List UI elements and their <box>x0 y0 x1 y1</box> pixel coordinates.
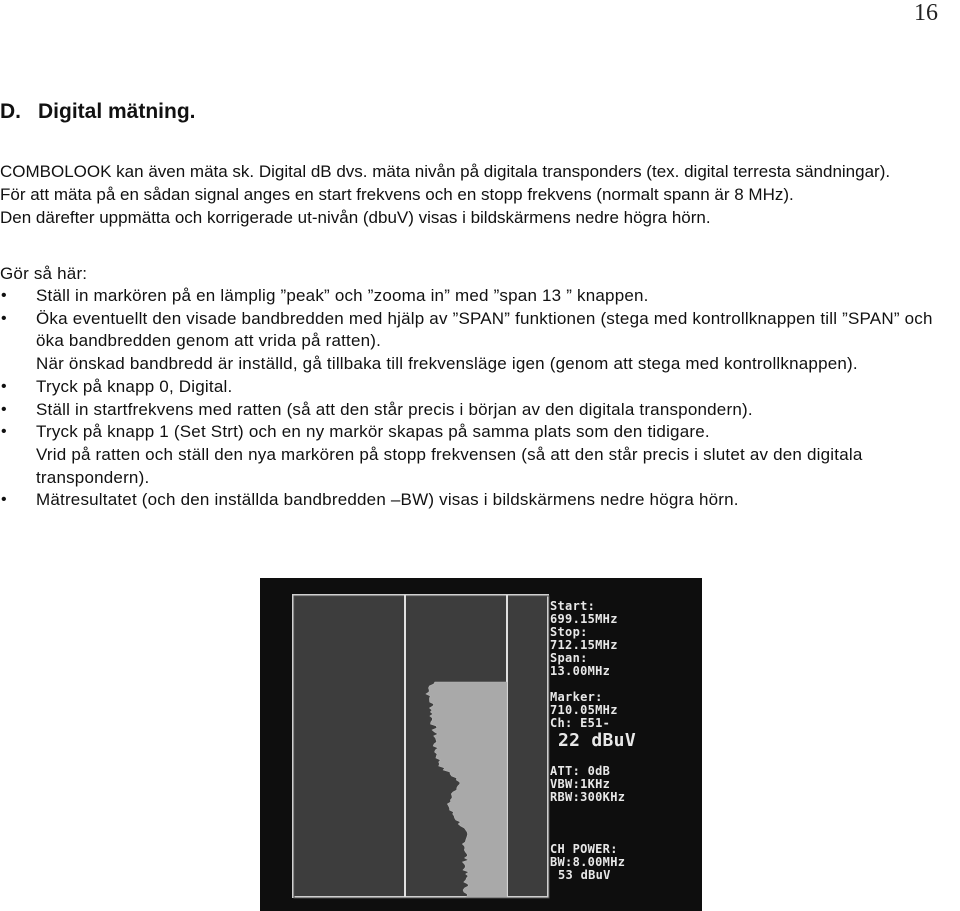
instruction-item <box>0 285 958 308</box>
section-heading <box>0 100 196 124</box>
instruction-item <box>0 421 958 444</box>
instruction-item <box>0 308 958 353</box>
marker-label: Marker: <box>550 690 603 704</box>
channel-power-label: CH POWER: <box>550 842 618 856</box>
analyzer-screenshot <box>260 578 702 911</box>
bullet-icon: • <box>1 400 7 418</box>
bullet-icon: • <box>1 491 7 509</box>
video-bandwidth: VBW:1KHz <box>550 777 611 791</box>
instruction-text: Vrid på ratten och ställ den nya markören på stopp frekvensen (så att den står precis i slutet av den digitala <box>36 444 863 464</box>
section-letter: D. <box>0 100 21 123</box>
intro-paragraph <box>0 160 958 229</box>
resolution-bandwidth: RBW:300KHz <box>550 790 626 804</box>
marker-frequency: 710.05MHz <box>550 703 618 717</box>
channel-bandwidth: BW:8.00MHz <box>550 855 626 869</box>
instruction-text: Tryck på knapp 1 (Set Strt) och en ny markör skapas på samma plats som den tidigare. <box>36 422 710 442</box>
span-label: Span: <box>550 651 588 665</box>
page-number: 16 <box>914 0 938 26</box>
channel-power-value: 53 dBuV <box>558 868 611 882</box>
intro-line: COMBOLOOK kan även mäta sk. Digital dB dvs. mäta nivån på digitala transponders (tex. digital terresta sändningar). <box>0 162 891 181</box>
instruction-text: När önskad bandbredd är inställd, gå tillbaka till frekvensläge igen (genom att stega med kontrollknappen). <box>36 354 858 374</box>
intro-line: Den därefter uppmätta och korrigerade ut-nivån (dbuV) visas i bildskärmens nedre högra hörn. <box>0 208 711 227</box>
instruction-text: öka bandbredden genom att vrida på ratten). <box>36 331 382 351</box>
stop-label: Stop: <box>550 625 588 639</box>
instruction-text: Ställ in markören på en lämplig ”peak” och ”zooma in” med ”span 13 ” knappen. <box>36 286 649 305</box>
marker-level: 22 dBuV <box>558 730 636 751</box>
bullet-icon: • <box>1 309 7 327</box>
stop-frequency: 712.15MHz <box>550 638 618 652</box>
start-label: Start: <box>550 599 596 613</box>
instruction-item <box>0 376 958 399</box>
instruction-item <box>0 444 958 489</box>
span-value: 13.00MHz <box>550 664 611 678</box>
instruction-item <box>0 399 958 422</box>
instruction-text: transpondern). <box>36 467 150 487</box>
intro-line: För att mäta på en sådan signal anges en start frekvens och en stopp frekvens (normalt spann är 8 MHz). <box>0 185 794 204</box>
instruction-item <box>0 489 958 512</box>
instruction-list <box>0 285 958 512</box>
section-title: Digital mätning. <box>38 100 196 123</box>
bullet-icon: • <box>1 287 7 304</box>
instruction-text: Tryck på knapp 0, Digital. <box>36 376 233 396</box>
instruction-item <box>0 353 958 376</box>
channel-label: Ch: E51- <box>550 716 611 730</box>
instruction-text: Öka eventuellt den visade bandbredden med hjälp av ”SPAN” funktionen (stega med kontrollknappen till ”SPAN” och <box>36 308 933 328</box>
instruction-text: Mätresultatet (och den inställda bandbredden –BW) visas i bildskärmens nedre högra hörn. <box>36 490 739 510</box>
bullet-icon: • <box>1 377 7 395</box>
instruction-text: Ställ in startfrekvens med ratten (så att den står precis i början av den digitala transpondern). <box>36 399 753 419</box>
attenuation: ATT: 0dB <box>550 764 611 778</box>
instructions-label: Gör så här: <box>0 264 88 283</box>
bullet-icon: • <box>1 423 7 441</box>
start-frequency: 699.15MHz <box>550 612 618 626</box>
measurement-readout <box>550 600 700 882</box>
